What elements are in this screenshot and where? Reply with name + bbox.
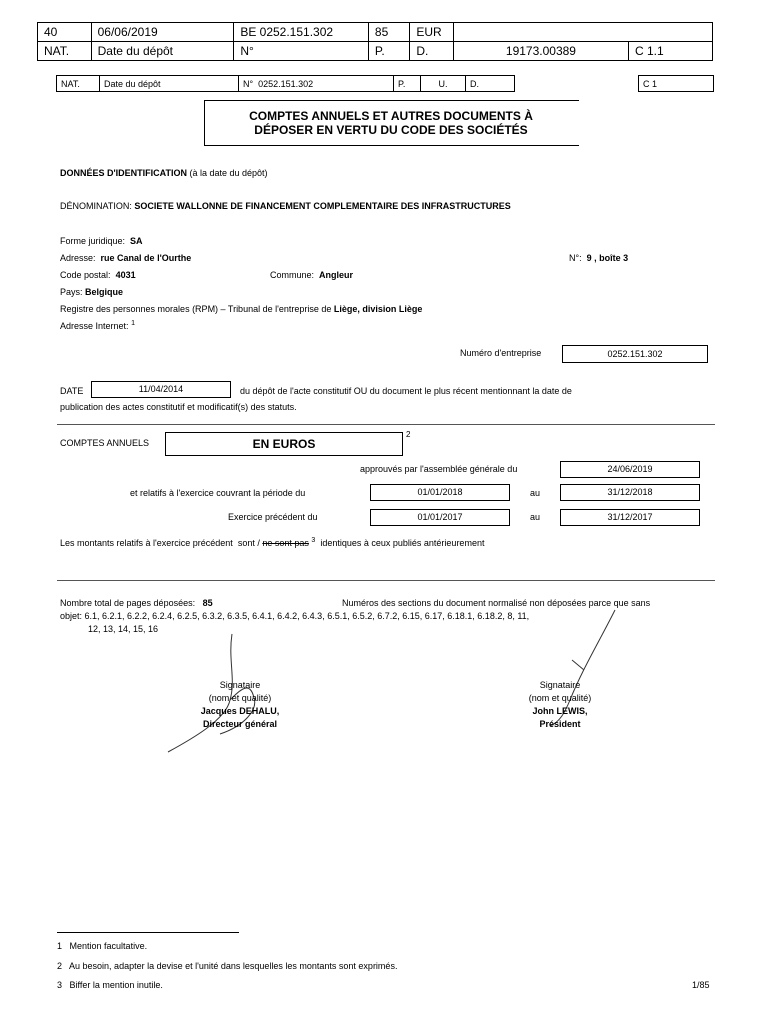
prev-label: Exercice précédent du — [228, 512, 318, 522]
approved-date-box: 24/06/2019 — [560, 461, 700, 478]
entreprise-number-box: 0252.151.302 — [562, 345, 708, 363]
form-d: D. — [466, 76, 515, 92]
header-cell: D. — [410, 42, 454, 61]
adresse-number: N°: 9 , boîte 3 — [569, 253, 629, 263]
footnote-1: 1 Mention facultative. — [57, 941, 148, 951]
period-au: au — [530, 488, 541, 498]
identification-heading: DONNÉES D'IDENTIFICATION (à la date du dépôt) — [60, 168, 268, 178]
form-u: U. — [421, 76, 466, 92]
montants-statement: Les montants relatifs à l'exercice précédent sont / ne sont pas $^3$ identiques à ceux publiés antérieurement — [60, 537, 485, 548]
header-cell: N° — [234, 42, 369, 61]
header-row-2 — [38, 42, 713, 61]
period-from-box: 01/01/2018 — [370, 484, 510, 501]
period-to-box: 31/12/2018 — [560, 484, 700, 501]
header-cell: EUR — [410, 23, 454, 42]
prev-au: au — [530, 512, 541, 522]
header-cell: 85 — [368, 23, 409, 42]
date-box: 11/04/2014 — [91, 381, 231, 398]
footnote-2: 2 Au besoin, adapter la devise et l'unité dans lesquelles les montants sont exprimés. — [57, 961, 398, 971]
signature-right: Signataire (nom et qualité) John LEWIS, Président — [528, 680, 592, 729]
period-label: et relatifs à l'exercice couvrant la période du — [130, 488, 306, 498]
rpm: Registre des personnes morales (RPM) – Tribunal de l'entreprise de Liège, division Liège — [60, 304, 423, 314]
denomination: DÉNOMINATION: SOCIETE WALLONNE DE FINANCEMENT COMPLEMENTAIRE DES INFRASTRUCTURES — [60, 201, 511, 211]
date-text-2: publication des actes constitutif et modificatif(s) des statuts. — [60, 402, 297, 412]
code-postal: Code postal: 4031 — [60, 270, 136, 280]
approved-label: approuvés par l'assemblée générale du — [360, 464, 518, 474]
header-cell-empty — [453, 23, 628, 42]
header-cell-empty — [628, 23, 712, 42]
form-number: N° 0252.151.302 — [239, 76, 394, 92]
objet-line-2: 12, 13, 14, 15, 16 — [88, 624, 159, 634]
header-cell: NAT. — [38, 42, 92, 61]
adresse: Adresse: rue Canal de l'Ourthe — [60, 253, 192, 263]
form-date: Date du dépôt — [100, 76, 239, 92]
page-number: 1/85 — [692, 980, 710, 990]
header-table — [37, 22, 713, 61]
title-line-1: COMPTES ANNUELS ET AUTRES DOCUMENTS À — [249, 109, 533, 123]
pages-total: Nombre total de pages déposées: 85 — [60, 598, 213, 608]
form-row — [56, 75, 714, 92]
header-cell: BE 0252.151.302 — [234, 23, 369, 42]
header-cell: Date du dépôt — [91, 42, 234, 61]
currency-box: EN EUROS — [165, 432, 403, 456]
entreprise-label: Numéro d'entreprise — [460, 348, 542, 358]
comptes-label: COMPTES ANNUELS — [60, 438, 150, 448]
prev-from-box: 01/01/2017 — [370, 509, 510, 526]
date-label: DATE — [60, 386, 84, 396]
date-text-1: du dépôt de l'acte constitutif OU du document le plus récent mentionnant la date de — [240, 386, 572, 396]
objet-line-1: objet: 6.1, 6.2.1, 6.2.2, 6.2.4, 6.2.5, 6.3.2, 6.3.5, 6.4.1, 6.4.2, 6.4.3, 6.5.1, 6.5.2, 6.7.2, 6.15, 6.17, 6.18.1, 6.18.2, 8, 11, — [60, 611, 530, 621]
signature-left: Signataire (nom et qualité) Jacques DEHALU, Directeur général — [200, 680, 280, 729]
divider — [57, 424, 715, 425]
currency-footnote: 2 — [406, 430, 411, 439]
title-line-2: DÉPOSER EN VERTU DU CODE DES SOCIÉTÉS — [254, 123, 528, 137]
prev-to-box: 31/12/2017 — [560, 509, 700, 526]
header-cell: 40 — [38, 23, 92, 42]
form-c: C 1 — [639, 76, 714, 92]
header-cell: P. — [368, 42, 409, 61]
form-nat: NAT. — [57, 76, 100, 92]
header-cell: C 1.1 — [628, 42, 712, 61]
header-row-1 — [38, 23, 713, 42]
footnote-divider — [57, 932, 239, 933]
header-cell: 06/06/2019 — [91, 23, 234, 42]
footnote-3: 3 Biffer la mention inutile. — [57, 980, 163, 990]
sections-label: Numéros des sections du document normalisé non déposées parce que sans — [342, 598, 651, 608]
form-empty — [515, 76, 639, 92]
pays: Pays: Belgique — [60, 287, 124, 297]
divider — [57, 580, 715, 581]
commune: Commune: Angleur — [270, 270, 354, 280]
header-cell: 19173.00389 — [453, 42, 628, 61]
forme-juridique: Forme juridique: SA — [60, 236, 143, 246]
form-p: P. — [394, 76, 421, 92]
adresse-internet: Adresse Internet: $^1$ — [60, 320, 135, 331]
document-title — [204, 109, 578, 137]
